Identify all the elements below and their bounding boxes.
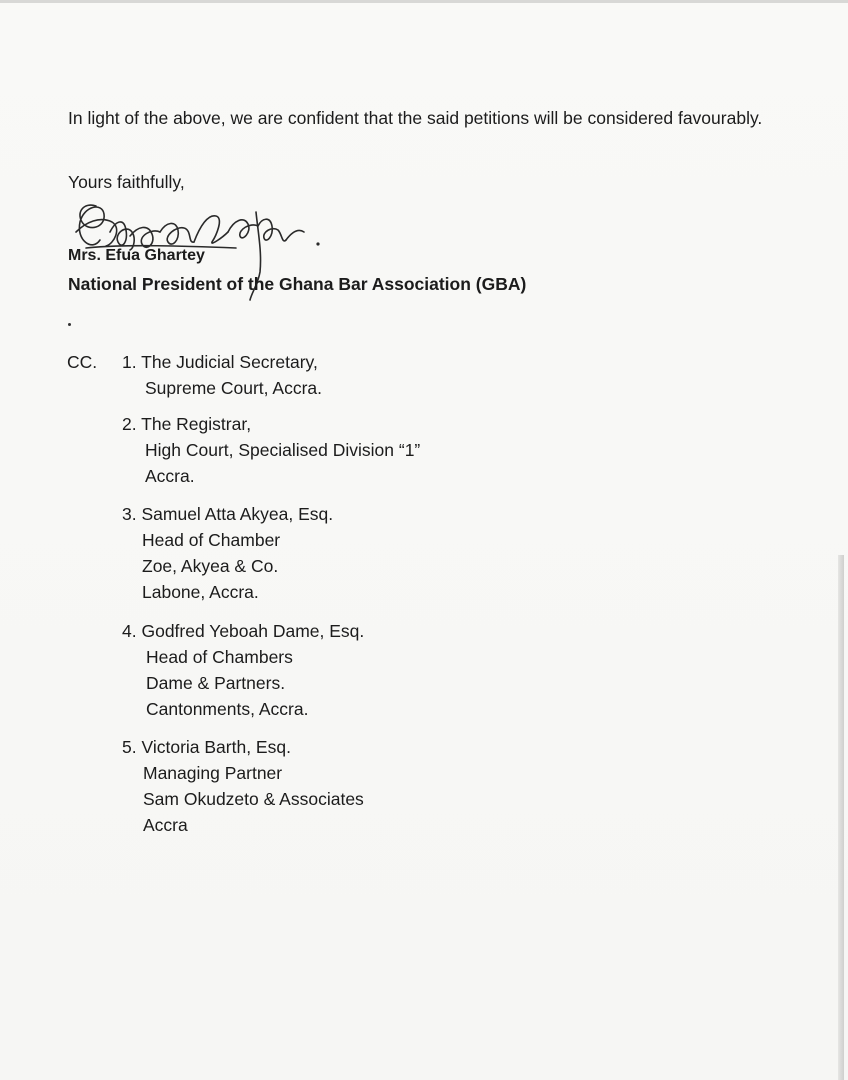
cc-number: 3. — [122, 504, 137, 524]
cc-recipient-heading — [122, 349, 322, 375]
cc-address-line: High Court, Specialised Division “1” — [145, 440, 421, 460]
cc-recipient-heading — [122, 618, 364, 644]
cc-recipient-name: Victoria Barth, Esq. — [141, 737, 291, 757]
cc-number: 5. — [122, 737, 137, 757]
cc-recipient-name: The Registrar, — [141, 414, 252, 434]
cc-number: 1. — [122, 352, 137, 372]
cc-recipient — [122, 734, 364, 838]
closing-paragraph: In light of the above, we are confident that the said petitions will be considered favourably. — [68, 108, 763, 128]
cc-address-line: Dame & Partners. — [146, 673, 286, 693]
cc-address-line: Labone, Accra. — [142, 582, 259, 602]
cc-recipient — [122, 411, 420, 489]
cc-recipient-name: Godfred Yeboah Dame, Esq. — [141, 621, 365, 641]
cc-number: 4. — [122, 621, 137, 641]
stray-mark — [68, 323, 71, 326]
signer-title: National President of the Ghana Bar Association (GBA) — [68, 274, 527, 294]
cc-address-line: Zoe, Akyea & Co. — [142, 556, 279, 576]
cc-address-line: Sam Okudzeto & Associates — [143, 789, 364, 809]
cc-recipient — [122, 618, 364, 722]
page-top-edge — [0, 0, 848, 3]
cc-label: CC. — [67, 352, 98, 372]
cc-address-line: Cantonments, Accra. — [146, 699, 309, 719]
salutation: Yours faithfully, — [68, 172, 185, 192]
cc-number: 2. — [122, 414, 137, 434]
cc-address-line: Accra. — [145, 466, 195, 486]
cc-address-line: Head of Chamber — [142, 530, 281, 550]
cc-address-line: Accra — [143, 815, 188, 835]
cc-recipient-name: The Judicial Secretary, — [141, 352, 318, 372]
cc-recipient — [122, 501, 333, 605]
cc-recipient-heading — [122, 411, 420, 437]
cc-recipient-heading — [122, 501, 333, 527]
cc-address-line: Managing Partner — [143, 763, 283, 783]
cc-recipient-name: Samuel Atta Akyea, Esq. — [141, 504, 334, 524]
cc-recipient-heading — [122, 734, 364, 760]
signer-name: Mrs. Efua Ghartey — [68, 247, 205, 264]
page-right-edge — [838, 555, 844, 1080]
cc-address-line: Head of Chambers — [146, 647, 293, 667]
cc-address-line: Supreme Court, Accra. — [145, 378, 323, 398]
cc-recipient — [122, 349, 322, 401]
